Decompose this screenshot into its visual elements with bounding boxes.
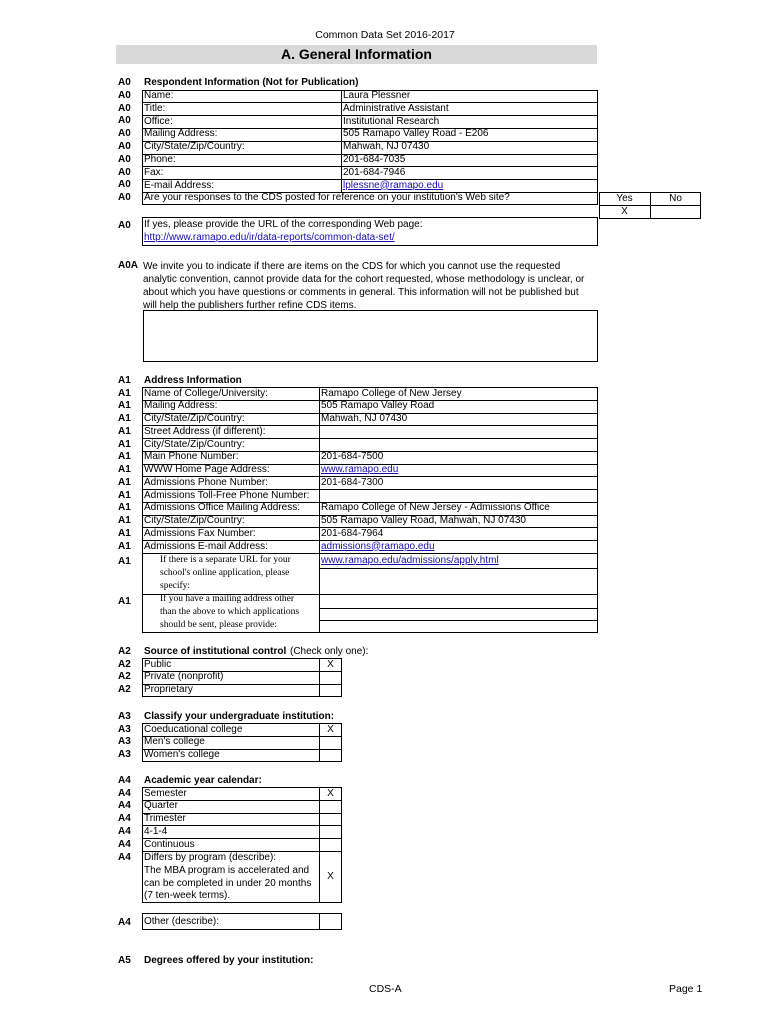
application-url-link[interactable]: www.ramapo.edu/admissions/apply.html: [321, 554, 499, 566]
differs-line: Differs by program (describe):: [144, 852, 277, 863]
separate-url-prompt: school's online application, please: [160, 567, 290, 578]
item-code: A0: [118, 166, 131, 178]
a2-heading: Source of institutional control: [144, 646, 287, 657]
row-divider: [319, 620, 598, 621]
option-label: Women's college: [144, 749, 220, 761]
option-checkbox[interactable]: X: [327, 658, 334, 670]
item-code: A1: [118, 413, 131, 424]
field-value: 505 Ramapo Valley Road, Mahwah, NJ 07430: [321, 515, 526, 526]
option-label: Private (nonprofit): [144, 671, 224, 683]
item-code: A0: [118, 128, 131, 140]
field-value: 201-684-7964: [321, 527, 384, 539]
option-label: Men's college: [144, 736, 205, 748]
other-label: Other (describe):: [144, 916, 220, 927]
field-value: Ramapo College of New Jersey - Admissions Office: [321, 502, 550, 514]
differs-checkbox[interactable]: X: [327, 871, 334, 882]
item-code: A1: [118, 375, 131, 386]
column-divider: [319, 387, 320, 633]
a0-heading: Respondent Information (Not for Publication): [144, 77, 359, 88]
option-label: Public: [144, 658, 172, 670]
field-label: Name of College/University:: [144, 387, 268, 399]
option-label: Continuous: [144, 838, 195, 850]
item-code: A1: [118, 555, 131, 567]
field-label: Fax:: [144, 166, 164, 178]
field-value: 201-684-7946: [343, 166, 406, 178]
item-code: A0A: [118, 260, 139, 271]
item-code: A2: [118, 684, 131, 696]
field-label: WWW Home Page Address:: [144, 464, 270, 475]
item-code: A2: [118, 646, 131, 657]
url-prompt: If yes, please provide the URL of the corresponding Web page:: [144, 219, 423, 230]
a2-heading-suffix: (Check only one):: [290, 646, 369, 657]
alt-mail-prompt: If you have a mailing address other: [160, 594, 295, 604]
section-title: A. General Information: [281, 46, 432, 62]
row-divider: [319, 608, 598, 609]
field-label: Street Address (if different):: [144, 425, 266, 437]
a0a-line: will help the publishers further refine CDS items.: [143, 300, 357, 311]
option-checkbox[interactable]: X: [327, 787, 334, 799]
item-code: A1: [118, 502, 131, 514]
item-code: A0: [118, 192, 131, 204]
field-label: Main Phone Number:: [144, 451, 239, 463]
option-checkbox[interactable]: X: [327, 723, 334, 735]
item-code: A4: [118, 838, 131, 850]
item-code: A3: [118, 749, 131, 761]
item-code: A3: [118, 723, 131, 735]
item-code: A4: [118, 800, 131, 812]
item-code: A2: [118, 671, 131, 683]
field-label: E-mail Address:: [144, 179, 215, 191]
differs-line: can be completed in under 20 months: [144, 877, 312, 889]
a4-heading: Academic year calendar:: [144, 775, 262, 786]
field-value: 505 Ramapo Valley Road: [321, 400, 435, 412]
item-code: A2: [118, 658, 131, 670]
item-code: A0: [118, 153, 131, 165]
field-label: Title:: [144, 102, 166, 114]
alt-mail-prompt: should be sent, please provide:: [160, 620, 277, 630]
separate-url-prompt: If there is a separate URL for your: [160, 554, 291, 565]
field-value: 505 Ramapo Valley Road - E206: [343, 128, 489, 140]
email-link[interactable]: lplessne@ramapo.edu: [343, 179, 444, 191]
field-value: Institutional Research: [343, 115, 440, 127]
footer-page-number: Page 1: [669, 983, 703, 995]
item-code: A1: [118, 476, 131, 488]
option-label: Quarter: [144, 800, 178, 812]
item-code: A0: [118, 115, 131, 127]
a0a-line: about which you have questions or comments in general. This information will not be published but: [143, 287, 579, 298]
a3-heading: Classify your undergraduate institution:: [144, 711, 335, 722]
item-code: A1: [118, 527, 131, 539]
item-code: A0: [118, 102, 131, 114]
field-link[interactable]: admissions@ramapo.edu: [321, 540, 435, 552]
field-value: Mahwah, NJ 07430: [343, 141, 430, 153]
alt-mail-prompt: than the above to which applications: [160, 607, 300, 617]
item-code: A4: [118, 813, 131, 825]
item-code: A4: [118, 787, 131, 799]
differs-line: The MBA program is accelerated and: [144, 864, 310, 876]
row-divider: [319, 568, 598, 569]
field-label: Office:: [144, 115, 173, 127]
a0a-instructions: [143, 260, 598, 312]
option-label: Coeducational college: [144, 723, 243, 735]
item-code: A5: [118, 955, 131, 966]
field-value: Administrative Assistant: [343, 102, 449, 114]
item-code: A4: [118, 775, 131, 786]
field-label: Name:: [144, 90, 174, 101]
item-code: A1: [118, 515, 131, 526]
item-code: A0: [118, 179, 131, 191]
item-code: A1: [118, 438, 131, 450]
item-code: A3: [118, 736, 131, 748]
footer-section-label: CDS-A: [369, 983, 402, 995]
separate-url-prompt: specify:: [160, 580, 191, 591]
item-code: A1: [118, 400, 131, 412]
no-label: No: [669, 193, 682, 204]
item-code: A4: [118, 825, 131, 837]
yes-label: Yes: [616, 193, 633, 204]
field-label: Admissions Toll-Free Phone Number:: [144, 489, 310, 501]
document-title: Common Data Set 2016-2017: [315, 29, 455, 41]
field-label: City/State/Zip/Country:: [144, 438, 245, 450]
field-label: City/State/Zip/Country:: [144, 413, 245, 424]
a0a-line: analytic convention, cannot provide data for the cohort requested, whose methodology is unclear, or: [143, 274, 585, 285]
item-code: A1: [118, 451, 131, 463]
item-code: A1: [118, 387, 131, 399]
field-value: Mahwah, NJ 07430: [321, 413, 408, 424]
item-code: A1: [118, 540, 131, 552]
row-divider: [142, 825, 342, 826]
url-link[interactable]: http://www.ramapo.edu/ir/data-reports/common-data-set/: [144, 232, 395, 243]
a1-heading: Address Information: [144, 375, 242, 386]
item-code: A0: [118, 89, 131, 101]
field-label: Admissions Office Mailing Address:: [144, 502, 300, 514]
option-label: Trimester: [144, 813, 186, 825]
a0a-line: We invite you to indicate if there are items on the CDS for which you cannot use the requested: [143, 261, 561, 272]
field-label: City/State/Zip/Country:: [144, 141, 245, 153]
item-code: A1: [118, 464, 131, 475]
field-label: Phone:: [144, 154, 176, 165]
item-code: A0: [118, 141, 131, 152]
item-code: A1: [118, 489, 131, 501]
item-code: A1: [118, 596, 131, 607]
yes-checkbox[interactable]: X: [621, 206, 628, 217]
field-label: Mailing Address:: [144, 128, 218, 140]
differs-line: (7 ten-week terms).: [144, 890, 231, 902]
field-value: Laura Plessner: [343, 90, 411, 101]
field-label: City/State/Zip/Country:: [144, 515, 245, 526]
option-label: 4-1-4: [144, 825, 168, 837]
field-label: Admissions E-mail Address:: [144, 540, 268, 552]
field-link[interactable]: www.ramapo.edu: [321, 464, 399, 475]
field-value: 201-684-7500: [321, 451, 384, 463]
item-code: A4: [118, 917, 131, 928]
item-code: A0: [118, 77, 131, 88]
field-value: 201-684-7300: [321, 476, 384, 488]
item-code: A4: [118, 852, 131, 863]
item-code: A1: [118, 425, 131, 437]
field-label: Admissions Phone Number:: [144, 476, 268, 488]
item-code: A0: [118, 220, 131, 231]
field-label: Mailing Address:: [144, 400, 218, 412]
a0a-comments-box[interactable]: [143, 310, 598, 362]
column-divider: [319, 913, 320, 930]
a5-heading: Degrees offered by your institution:: [144, 955, 314, 966]
option-label: Semester: [144, 787, 187, 799]
option-label: Proprietary: [144, 684, 193, 696]
field-value: Ramapo College of New Jersey: [321, 387, 462, 399]
website-question: Are your responses to the CDS posted for reference on your institution's Web site?: [144, 192, 510, 204]
field-label: Admissions Fax Number:: [144, 527, 256, 539]
field-value: 201-684-7035: [343, 154, 406, 165]
item-code: A3: [118, 711, 131, 722]
